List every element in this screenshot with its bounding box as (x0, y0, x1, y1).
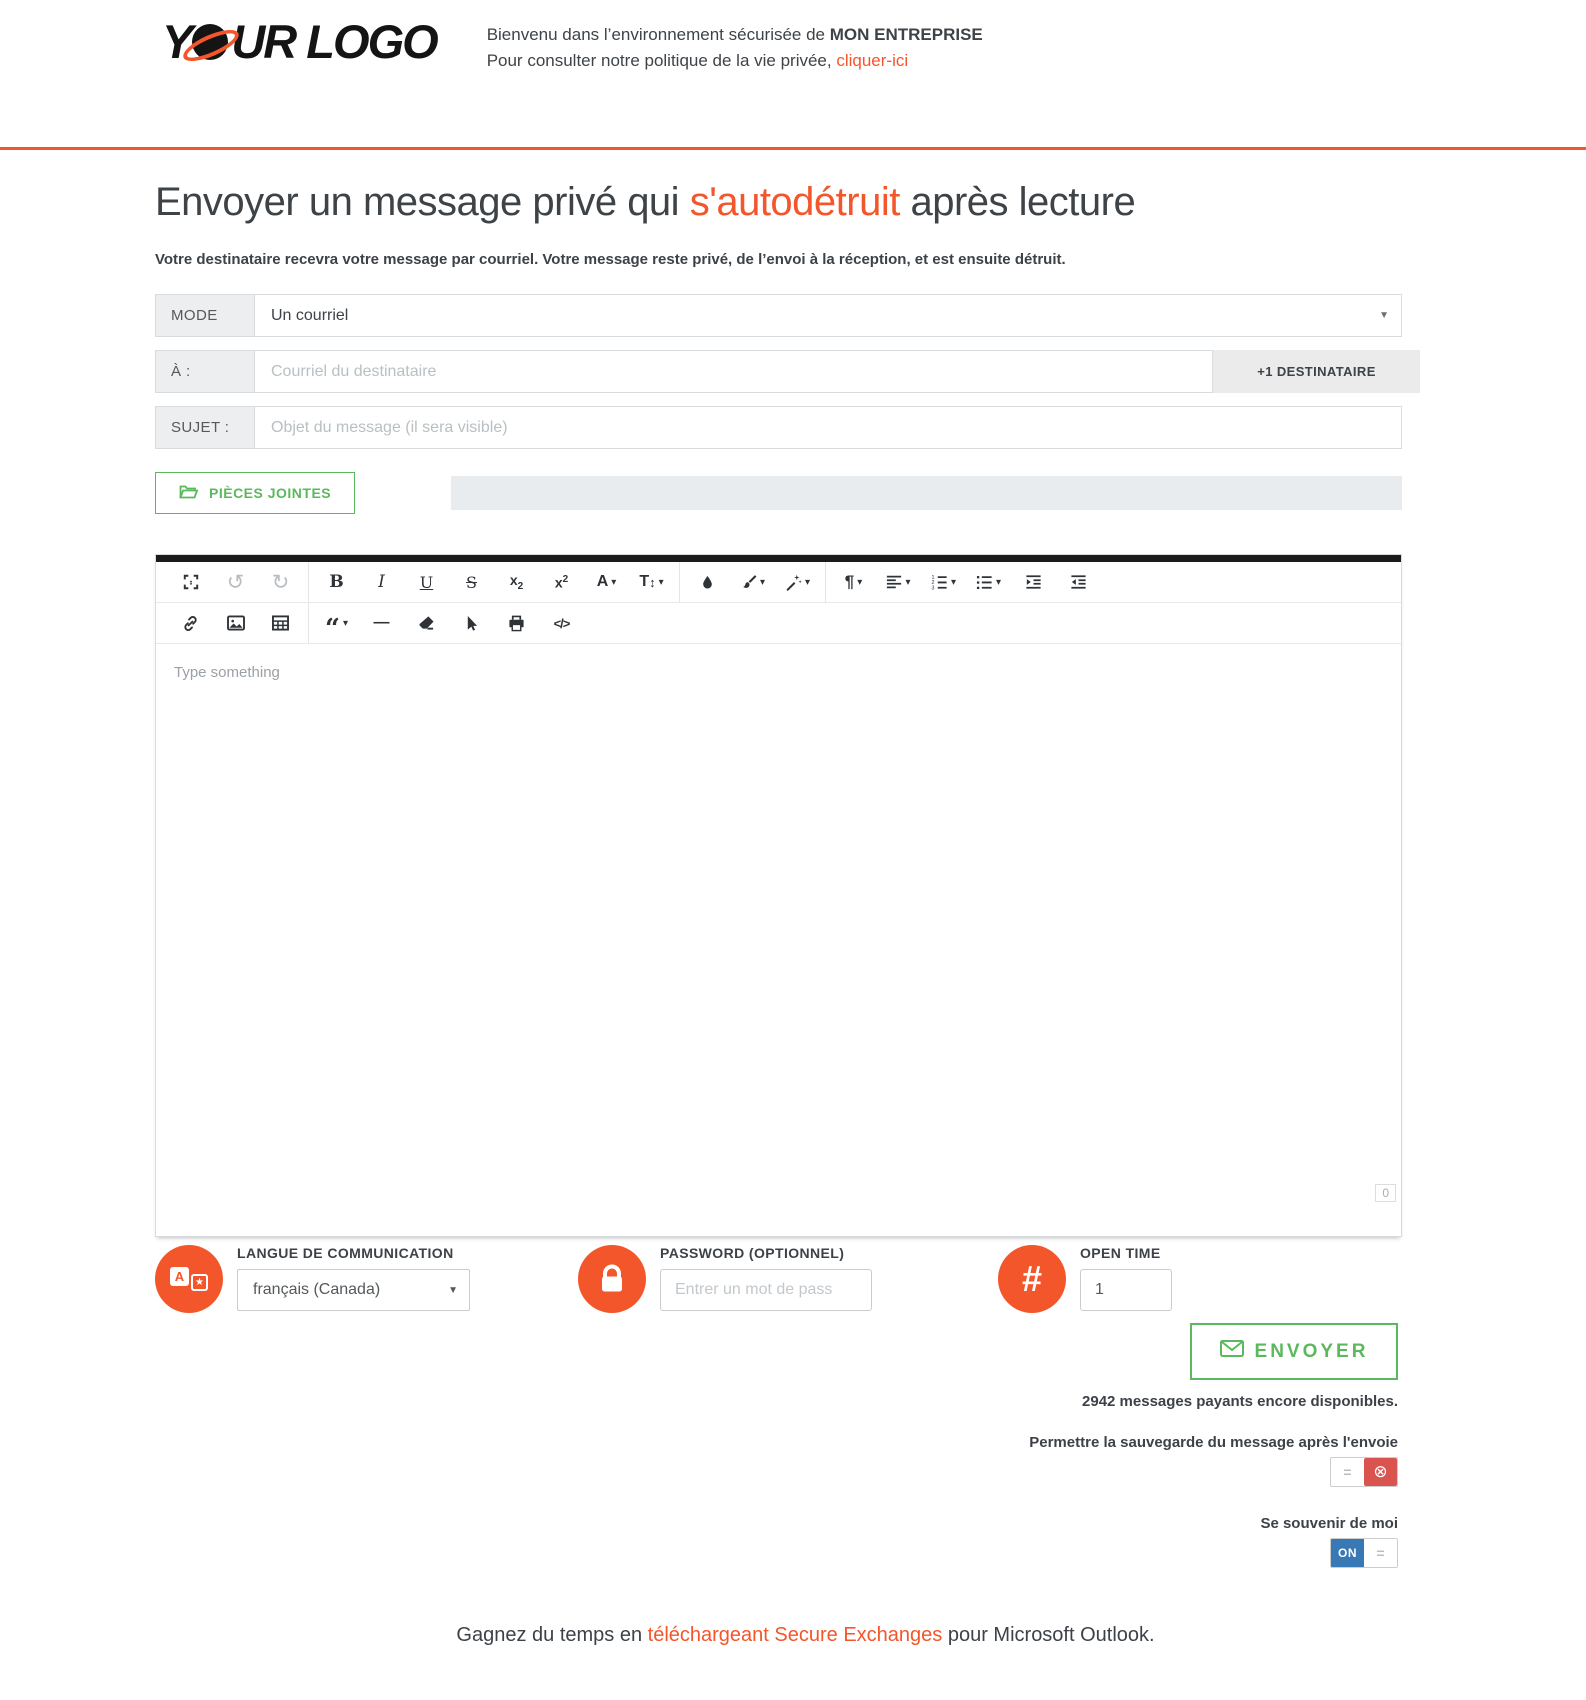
remember-toggle[interactable] (1330, 1538, 1398, 1568)
chevron-down-icon: ▾ (995, 576, 1002, 588)
editor-top-bar (156, 555, 1401, 562)
save-toggle-block (1029, 1434, 1398, 1487)
download-outlook-link[interactable]: téléchargeant Secure Exchanges (647, 1624, 943, 1646)
bold-button[interactable]: B (314, 562, 359, 602)
attachments-button[interactable] (155, 472, 355, 514)
superscript-button[interactable]: $x^2$ (539, 562, 584, 602)
attachments-button-label: PIÈCES JOINTES (209, 485, 332, 501)
unordered-list-button[interactable] (966, 562, 1011, 602)
open-time-group (998, 1245, 1172, 1313)
toggle-cross-icon: ⊗ (1364, 1458, 1397, 1486)
title-part2: après lecture (899, 180, 1136, 224)
editor-placeholder: Type something (174, 664, 280, 681)
eraser-button[interactable] (404, 603, 449, 643)
mode-select[interactable] (255, 294, 1402, 337)
chevron-down-icon: ▾ (857, 576, 863, 588)
password-input[interactable] (660, 1269, 872, 1311)
open-time-label: OPEN TIME (1080, 1245, 1161, 1261)
mode-label: MODE (155, 294, 255, 337)
language-label: LANGUE DE COMMUNICATION (237, 1245, 454, 1261)
footer-promo (0, 1624, 1586, 1647)
horizontal-rule-button[interactable]: — (359, 603, 404, 643)
insert-table-button[interactable] (258, 603, 303, 643)
toolbar-separator (308, 562, 309, 602)
privacy-policy-link[interactable]: cliquer-ici (836, 51, 909, 71)
save-toggle[interactable] (1330, 1457, 1398, 1487)
fullscreen-button[interactable] (168, 562, 213, 602)
title-part1: Envoyer un message privé qui (155, 180, 690, 224)
password-label: PASSWORD (OPTIONNEL) (660, 1245, 845, 1261)
lock-icon (578, 1245, 646, 1313)
welcome-message (487, 14, 983, 75)
font-family-button[interactable]: A ▾ (584, 562, 629, 602)
outdent-button[interactable] (1011, 562, 1056, 602)
footer-suffix: pour Microsoft Outlook. (942, 1624, 1155, 1646)
toolbar-separator (308, 603, 309, 643)
save-toggle-label: Permettre la sauvegarde du message après l'envoie (1029, 1434, 1398, 1451)
chevron-down-icon: ▾ (950, 576, 957, 588)
send-area (155, 1313, 1402, 1568)
language-selected-value: français (Canada) (253, 1281, 381, 1298)
magic-style-button[interactable] (775, 562, 820, 602)
brush-color-button[interactable] (730, 562, 775, 602)
mode-selected-value: Un courriel (271, 306, 349, 324)
upload-progress-strip (451, 476, 1402, 510)
message-form (155, 294, 1402, 449)
underline-button[interactable]: U (404, 562, 449, 602)
remember-toggle-label: Se souvenir de moi (1260, 1515, 1398, 1532)
toggle-on-label: ON (1331, 1539, 1364, 1567)
insert-link-button[interactable] (168, 603, 213, 643)
folder-open-icon (179, 484, 198, 502)
recipient-row (155, 350, 1402, 393)
insert-image-button[interactable] (213, 603, 258, 643)
chevron-down-icon: ▼ (448, 1284, 458, 1296)
chevron-down-icon: ▼ (1379, 310, 1389, 321)
planet-logo-icon (192, 24, 228, 60)
strikethrough-button[interactable]: S (449, 562, 494, 602)
welcome-prefix: Bienvenu dans l’environnement sécurisée de (486, 25, 830, 44)
attachments-row (155, 472, 1402, 514)
ordered-list-button[interactable] (921, 562, 966, 602)
svg-text:1: 1 (931, 574, 935, 581)
title-highlight: s'autodétruit (689, 180, 900, 224)
privacy-prefix: Pour consulter notre politique de la vie privée, (486, 51, 837, 71)
page-title (155, 180, 1402, 225)
header (0, 0, 1586, 150)
subject-row (155, 406, 1402, 449)
chevron-down-icon: ▾ (658, 576, 664, 588)
welcome-line2 (487, 48, 983, 74)
recipient-email-input[interactable] (255, 350, 1213, 393)
character-counter: 0 (1375, 1184, 1396, 1202)
envelope-icon (1220, 1340, 1244, 1363)
add-recipient-button[interactable]: +1 DESTINATAIRE (1213, 350, 1420, 393)
paragraph-format-button[interactable]: ¶ ▾ (831, 562, 876, 602)
toggle-handle: = (1376, 1545, 1385, 1561)
password-group (578, 1245, 872, 1313)
main-content (0, 180, 1586, 1568)
intro-text: Votre destinataire recevra votre message par courriel. Votre message reste privé, de l’envoi à la réception, et est ensuite détruit. (155, 251, 1066, 268)
send-button-label: ENVOYER (1254, 1340, 1369, 1362)
welcome-line1 (487, 22, 983, 48)
hash-icon: # (998, 1245, 1066, 1313)
subject-label: SUJET : (155, 406, 255, 449)
svg-text:3: 3 (931, 585, 935, 590)
remember-toggle-block (1260, 1515, 1398, 1568)
credits-remaining: 2942 messages payants encore disponibles. (1082, 1393, 1398, 1410)
code-view-button[interactable]: </> (539, 603, 584, 643)
redo-button[interactable]: ↻ (258, 562, 303, 602)
subscript-button[interactable]: $x_2$ (494, 562, 539, 602)
toolbar-row-1 (156, 562, 1401, 603)
company-name: MON ENTREPRISE (829, 25, 983, 44)
font-size-button[interactable]: T ↕ ▾ (629, 562, 674, 602)
editor-content-area[interactable] (156, 644, 1401, 1236)
chevron-down-icon: ▾ (342, 617, 348, 629)
chevron-down-icon: ▾ (905, 576, 911, 588)
mode-row (155, 294, 1402, 337)
toolbar-separator (825, 562, 826, 602)
rich-text-editor (155, 554, 1402, 1237)
chevron-down-icon: ▾ (611, 576, 617, 588)
language-group (155, 1245, 470, 1313)
company-logo (162, 14, 437, 69)
recipient-label: À : (155, 350, 255, 393)
toggle-off-handle: = (1343, 1464, 1352, 1480)
chevron-down-icon: ▾ (804, 576, 811, 588)
send-button[interactable] (1190, 1323, 1398, 1380)
open-time-input[interactable] (1080, 1269, 1172, 1311)
toolbar-separator (679, 562, 680, 602)
align-button[interactable] (876, 562, 921, 602)
footer-prefix: Gagnez du temps en (456, 1624, 648, 1646)
select-all-button[interactable] (449, 603, 494, 643)
indent-button[interactable] (1056, 562, 1101, 602)
quote-button[interactable]: “ ▾ (314, 603, 359, 643)
message-options (155, 1245, 1402, 1313)
toolbar-row-2 (156, 603, 1401, 644)
chevron-down-icon: ▾ (759, 576, 766, 588)
logo-text-right: UR LOGO (231, 15, 437, 68)
logo-text-left: Y (162, 15, 192, 68)
language-select[interactable] (237, 1269, 470, 1311)
print-button[interactable] (494, 603, 539, 643)
undo-button[interactable]: ↺ (213, 562, 258, 602)
translate-icon: A ★ (155, 1245, 223, 1313)
subject-input[interactable] (255, 406, 1402, 449)
italic-button[interactable]: I (359, 562, 404, 602)
svg-text:2: 2 (931, 580, 935, 587)
text-color-button[interactable] (685, 562, 730, 602)
